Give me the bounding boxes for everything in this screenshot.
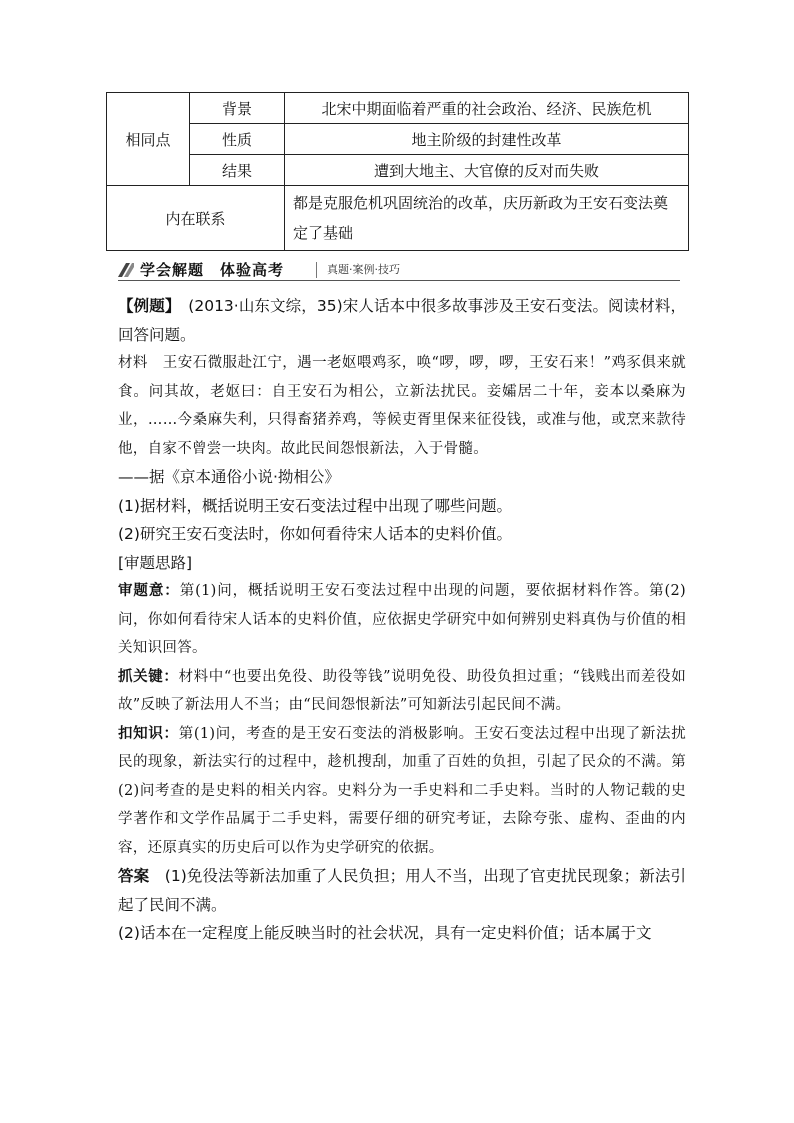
table-row: [107, 155, 689, 186]
row-value: 地主阶级的封建性改革: [285, 124, 689, 155]
key-label: 抓关键：: [118, 667, 179, 685]
example-text: (2013·山东文综，35)宋人话本中很多故事涉及王安石变法。阅读材料，回答问题。: [118, 297, 686, 344]
row-value: 都是克服危机巩固统治的改革，庆历新政为王安石变法奠定了基础: [285, 186, 689, 251]
row-group-label: 相同点: [107, 93, 190, 186]
table-row: [107, 93, 689, 124]
section-tag: 真题·案例·技巧: [316, 262, 400, 278]
row-label: 性质: [190, 124, 285, 155]
row-label: 背景: [190, 93, 285, 124]
intent-text: 第(1)问，概括说明王安石变法过程中出现的问题，要依据材料作答。第(2)问，你如何看待宋人话本的史料价值，应依据史学研究中如何辨别史料真伪与价值的相关知识回答。: [118, 583, 686, 656]
answer-label: 答案: [118, 867, 150, 885]
material-text: 王安石微服赴江宁，遇一老妪喂鸡豕，唤“啰，啰，啰，王安石来！”鸡豕俱来就食。问其故，老妪曰：自王安石为相公，立新法扰民。妾孀居二十年，妾本以桑麻为业，……今桑麻失利，只得畜猪养鸡，等候吏胥里保来征役钱，或准与他，或烹来款待他，自家不曾尝一块肉。故此民间怨恨新法，入于骨髓。: [118, 355, 686, 457]
analysis-knowledge: [118, 720, 686, 863]
material-label: 材料: [118, 355, 148, 371]
knowledge-text: 第(1)问，考查的是王安石变法的消极影响。王安石变法过程中出现了新法扰民的现象，新法实行的过程中，趁机搜刮，加重了百姓的负担，引起了民众的不满。第(2)问考查的是史料的相关内容。史料分为一手史料和二手史料。当时的人物记载的史学著作和文学作品属于二手史料，需要仔细的研究考证，去除夸张、虚构、歪曲的内容，还原真实的历史后可以作为史学研究的依据。: [118, 725, 686, 856]
analysis-key: [118, 663, 686, 720]
knowledge-label: 扣知识：: [118, 724, 179, 742]
example-paragraph: [118, 292, 686, 349]
question-1: (1)据材料，概括说明王安石变法过程中出现了哪些问题。: [118, 496, 512, 515]
analysis-intent: [118, 577, 686, 663]
answer-text-1: (1)免役法等新法加重了人民负担；用人不当，出现了官吏扰民现象；新法引起了民间不满。: [118, 867, 686, 914]
row-value: 遭到大地主、大官僚的反对而失败: [285, 155, 689, 186]
intent-label: 审题意：: [118, 582, 180, 599]
analysis-heading: [审题思路]: [118, 553, 193, 572]
table-row: [107, 124, 689, 155]
material-paragraph: [118, 349, 686, 463]
row-label: 结果: [190, 155, 285, 186]
key-text: 材料中“也要出免役、助役等钱”说明免役、助役负担过重；“钱贱出而差役如故”反映了新法用人不当；由“民间怨恨新法”可知新法引起民间不满。: [118, 668, 686, 713]
table-row: [107, 186, 689, 251]
answer-paragraph: [118, 862, 686, 919]
section-title: 学会解题 体验高考: [140, 261, 285, 279]
answer-text-2: (2)话本在一定程度上能反映当时的社会状况，具有一定史料价值；话本属于文: [118, 924, 652, 942]
section-banner: [118, 260, 680, 281]
material-source: ——据《京本通俗小说·拗相公》: [118, 468, 340, 486]
comparison-table: [106, 92, 689, 251]
banner-stripe-icon: [118, 263, 134, 277]
question-2: (2)研究王安石变法时，你如何看待宋人话本的史料价值。: [118, 525, 512, 543]
example-label: 【例题】: [118, 297, 173, 315]
document-body: [118, 292, 686, 948]
row-label: 内在联系: [107, 186, 285, 251]
row-value: 北宋中期面临着严重的社会政治、经济、民族危机: [285, 93, 689, 124]
